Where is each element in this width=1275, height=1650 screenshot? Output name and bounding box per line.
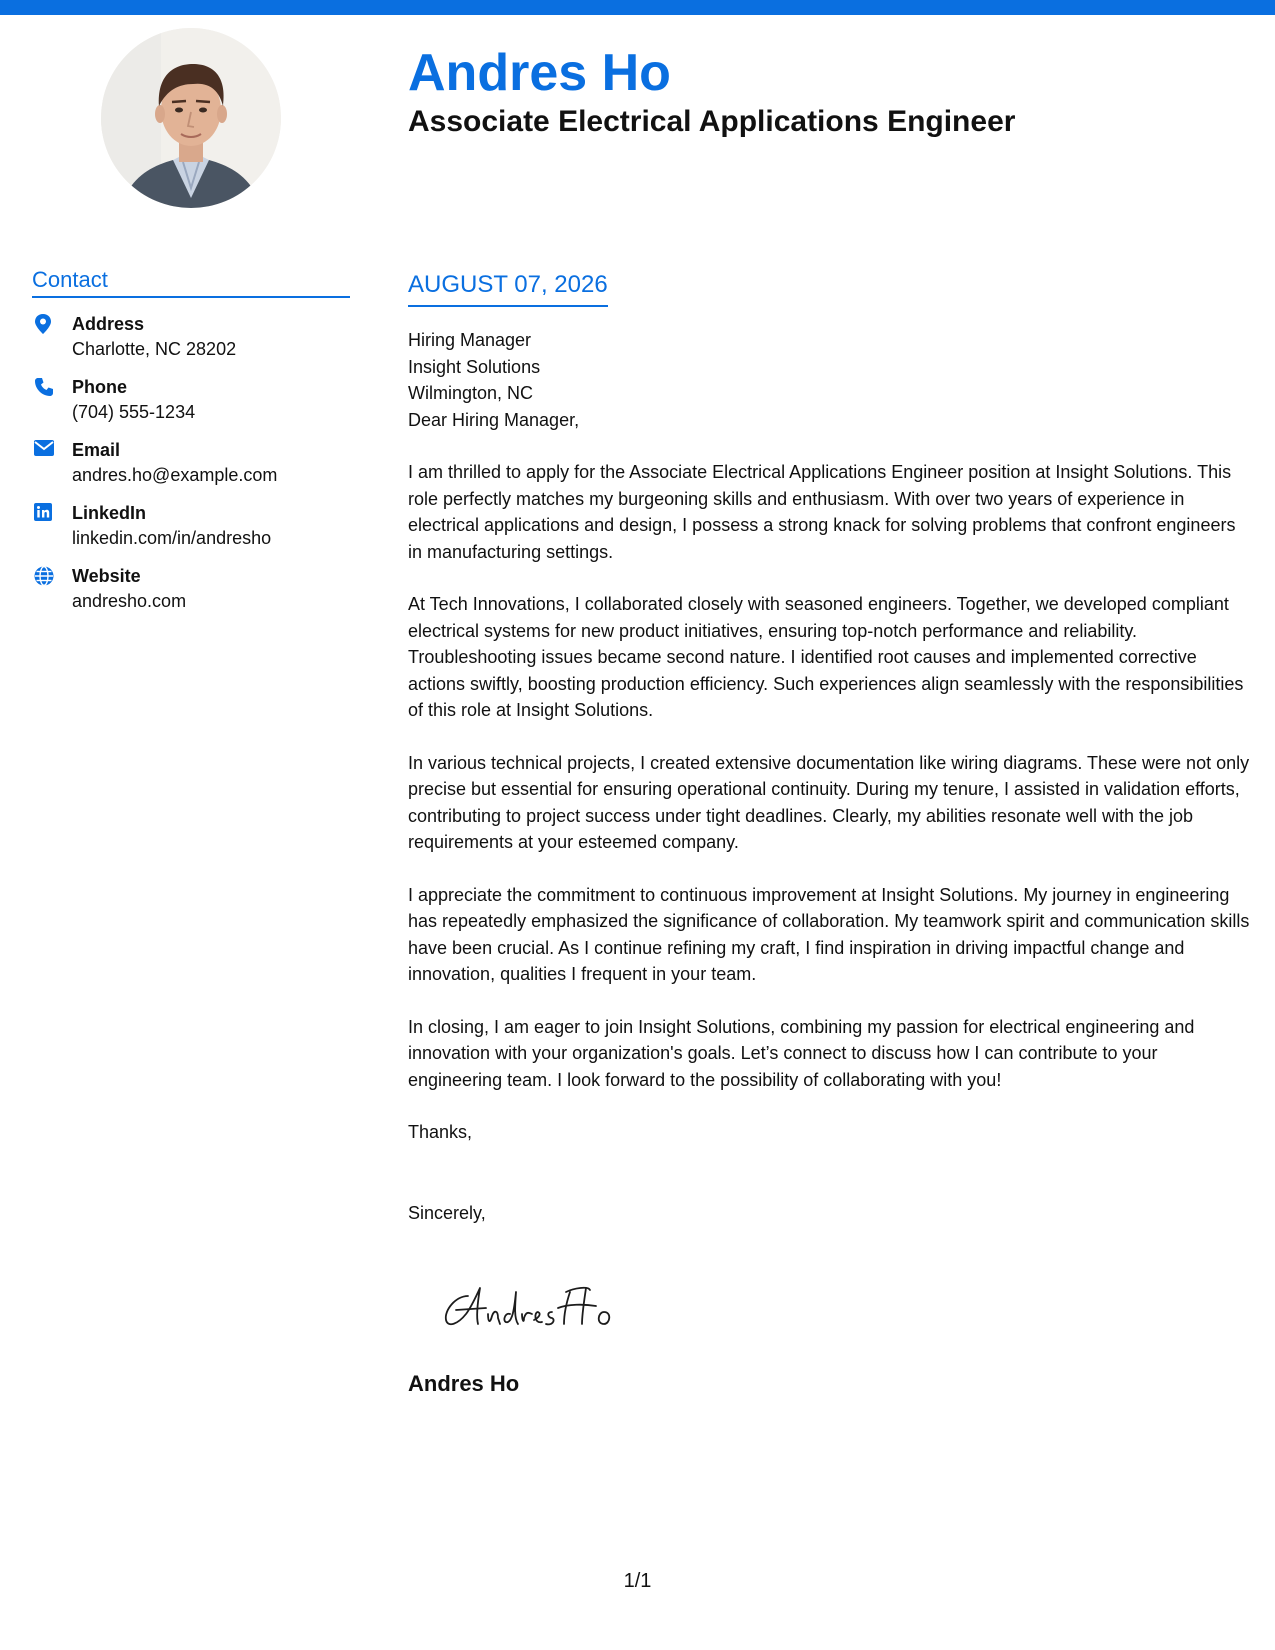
- contact-item-address: [32, 312, 350, 375]
- phone-value[interactable]: (704) 555-1234: [72, 402, 196, 422]
- phone-icon: [32, 375, 72, 397]
- recipient-line: Hiring Manager: [408, 330, 532, 350]
- linkedin-icon: [32, 501, 72, 521]
- contact-item-linkedin: [32, 501, 350, 564]
- letter-paragraph: At Tech Innovations, I collaborated closely with seasoned engineers. Together, we developed compliant electrical systems for new product initiatives, ensuring top-notch performance and reliability. Troubleshooting issues became second nature. I identified root causes and implemented corrective actions swiftly, boosting production efficiency. Such experiences align seamlessly with the responsibilities of this role at Insight Solutions.: [408, 594, 1244, 720]
- signature-image: [438, 1278, 638, 1338]
- job-title: Associate Electrical Applications Engineer: [408, 105, 1016, 138]
- contact-section: [32, 266, 350, 627]
- signer-name: Andres Ho: [408, 1371, 520, 1396]
- salutation: Dear Hiring Manager,: [408, 409, 580, 430]
- closing-line: Thanks,: [408, 1122, 473, 1142]
- contact-item-website: [32, 564, 350, 627]
- recipient-block: [408, 327, 1250, 407]
- email-link[interactable]: andres.ho@example.com: [72, 465, 278, 485]
- address-value: Charlotte, NC 28202: [72, 339, 237, 359]
- contact-item-email: [32, 438, 350, 501]
- letter-paragraph: In closing, I am eager to join Insight Solutions, combining my passion for electrical engineering and innovation with your organization's goals. Let’s connect to discuss how I can contribute to your engineering team. I look forward to the possibility of collaborating with you!: [408, 1016, 1195, 1090]
- recipient-line: Insight Solutions: [408, 356, 541, 377]
- letter-body: [408, 327, 1250, 1226]
- contact-item-phone: [32, 375, 350, 438]
- letter-paragraph: I appreciate the commitment to continuous improvement at Insight Solutions. My journey in engineering has repeatedly emphasized the significance of collaboration. My teamwork spirit and communication skills have been crucial. As I continue refining my craft, I find inspiration in driving impactful change and innovation, qualities I frequent in your team.: [408, 884, 1250, 984]
- letter-paragraph: In various technical projects, I created extensive documentation like wiring diagrams. These were not only precise but essential for ensuring operational continuity. During my tenure, I assisted in validation efforts, contributing to project success under tight deadlines. Clearly, my abilities resonate well with the job requirements at your esteemed company.: [408, 752, 1250, 852]
- contact-label: Website: [72, 566, 141, 586]
- linkedin-link[interactable]: linkedin.com/in/andresho: [72, 528, 272, 548]
- contact-label: LinkedIn: [72, 503, 147, 523]
- page-number: 1/1: [623, 1570, 652, 1592]
- website-link[interactable]: andresho.com: [72, 591, 187, 611]
- contact-label: Address: [72, 314, 145, 334]
- recipient-line: Wilmington, NC: [408, 383, 534, 403]
- contact-heading: Contact: [32, 266, 350, 298]
- signoff-line: Sincerely,: [408, 1202, 486, 1223]
- contact-label: Email: [72, 440, 121, 460]
- contact-label: Phone: [72, 377, 128, 397]
- letter-paragraph: I am thrilled to apply for the Associate Electrical Applications Engineer position at Insight Solutions. This role perfectly matches my burgeoning skills and enthusiasm. With over two years of experience in electrical applications and design, I possess a strong knack for solving problems that confront engineers in manufacturing settings.: [408, 462, 1236, 562]
- globe-icon: [32, 564, 72, 586]
- handwritten-signature: [438, 1278, 638, 1338]
- profile-photo-image: [101, 28, 281, 208]
- applicant-name: Andres Ho: [408, 44, 671, 102]
- envelope-icon: [32, 438, 72, 456]
- top-accent-bar: [0, 0, 1275, 15]
- map-pin-icon: [32, 312, 72, 334]
- letter-date: AUGUST 07, 2026: [408, 269, 608, 307]
- profile-photo: [101, 28, 281, 208]
